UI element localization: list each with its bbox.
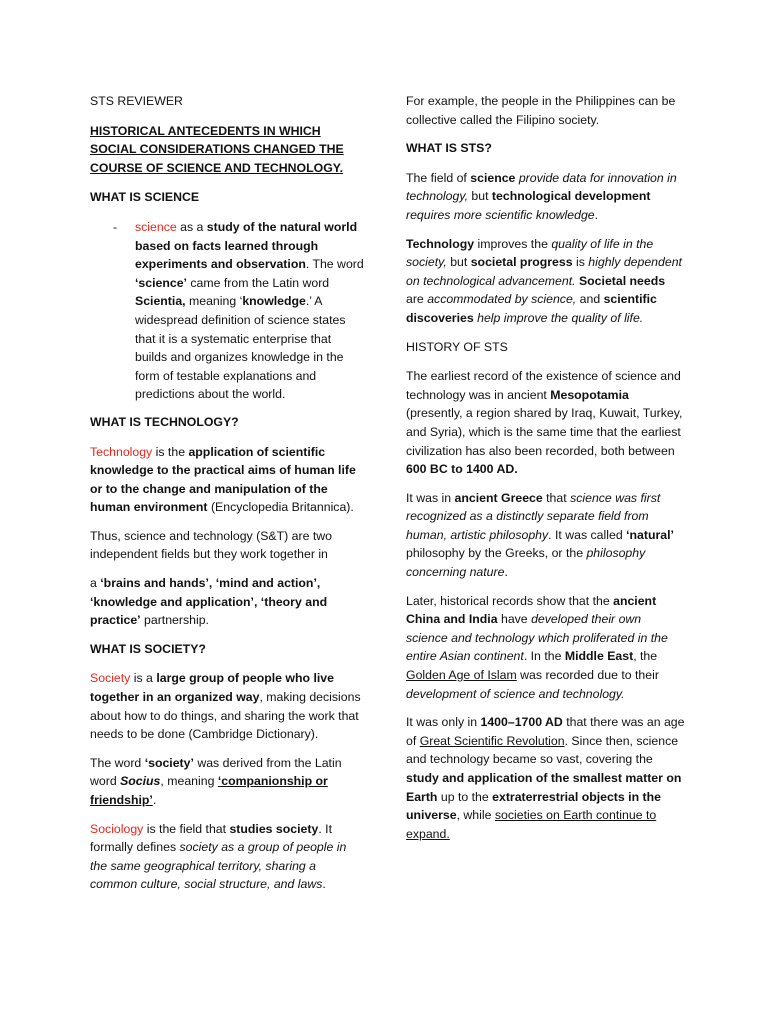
technology-term: Technology bbox=[90, 444, 153, 459]
text-segment: . bbox=[594, 207, 599, 222]
society-word-bold: ‘society’ bbox=[144, 755, 194, 770]
document-title: STS REVIEWER bbox=[90, 94, 183, 108]
accommodated-italic: accommodated by science, bbox=[427, 292, 577, 307]
left-column bbox=[90, 92, 366, 904]
text-segment: . bbox=[152, 793, 157, 807]
text-segment: .’ A widespread definition of science states that it is a systematic enterprise that builds and organizes knowledge in the form of testable explanations and predictions about the world. bbox=[135, 294, 346, 402]
text-segment: as a bbox=[176, 219, 207, 234]
text-segment: improves the bbox=[474, 236, 552, 251]
proliferated-italic: developed their own science and technology which proliferated in the entire Asian continent bbox=[406, 612, 668, 664]
text-segment: . It was called bbox=[548, 527, 627, 542]
text-segment: that bbox=[542, 490, 571, 505]
development-italic: development of science and technology. bbox=[406, 686, 625, 701]
science-bold: science bbox=[470, 170, 516, 185]
partnership-paragraph bbox=[90, 574, 366, 630]
text-segment: and bbox=[576, 292, 604, 307]
text-segment: but bbox=[446, 255, 471, 270]
text-segment: (Encyclopedia Britannica). bbox=[207, 500, 354, 515]
natural-bold: ‘natural’ bbox=[626, 527, 674, 542]
text-segment: a bbox=[90, 576, 101, 591]
what-is-sts-heading: WHAT IS STS? bbox=[406, 141, 492, 156]
societal-needs-bold: Societal needs bbox=[578, 273, 666, 288]
technology-bold: Technology bbox=[406, 236, 475, 251]
society-etymology bbox=[90, 754, 366, 810]
text-segment: meaning ‘ bbox=[185, 294, 243, 309]
smallest-matter-bold: study and application of the smallest matter on Earth bbox=[406, 771, 682, 804]
text-segment: came from the Latin word bbox=[186, 275, 330, 290]
tech-development-bold: technological development bbox=[491, 189, 651, 204]
knowledge-bold: knowledge bbox=[242, 294, 306, 309]
society-term: Society bbox=[90, 671, 131, 686]
science-term: science bbox=[135, 219, 177, 234]
text-segment: , the bbox=[633, 649, 658, 664]
text-segment: is a bbox=[130, 671, 157, 686]
philippines-example: For example, the people in the Philippines can be collective called the Filipino society. bbox=[406, 94, 676, 127]
great-revolution-underline: Great Scientific Revolution bbox=[419, 733, 565, 748]
st-paragraph: Thus, science and technology (S&T) are two independent fields but they work together in bbox=[90, 528, 332, 562]
quality-of-life-italic: quality of life in the society, bbox=[406, 236, 654, 270]
studies-society-bold: studies society bbox=[229, 821, 319, 836]
text-segment: , while bbox=[456, 808, 495, 823]
science-word-bold: ‘science’ bbox=[135, 275, 187, 290]
text-segment: . The word bbox=[305, 257, 364, 272]
text-segment: have bbox=[497, 612, 532, 627]
ancient-greece-bold: ancient Greece bbox=[454, 490, 543, 505]
societal-progress-bold: societal progress bbox=[470, 255, 573, 270]
mesopotamia-paragraph bbox=[406, 367, 686, 479]
text-segment: . bbox=[322, 877, 326, 892]
extraterrestrial-bold: extraterrestrial objects in the universe bbox=[406, 789, 661, 823]
technology-definition-bold: application of scientific knowledge to the practical aims of human life or to the change and manipulation of the human environment bbox=[90, 444, 356, 515]
help-improve-italic: help improve the quality of life. bbox=[477, 310, 644, 325]
text-segment: but bbox=[467, 189, 492, 204]
text-segment: It was in bbox=[406, 490, 455, 505]
text-segment: , making decisions about how to do things, and sharing the work that needs to be done (Cambridge Dictionary). bbox=[90, 690, 361, 742]
text-segment: philosophy by the Greeks, or the bbox=[406, 546, 587, 561]
technology-definition bbox=[90, 443, 366, 517]
text-segment: up to the bbox=[437, 789, 493, 804]
text-segment: was recorded due to their bbox=[516, 668, 659, 683]
list-bullet: - bbox=[113, 219, 118, 234]
scientific-revolution-paragraph bbox=[406, 713, 686, 843]
scientific-discoveries-bold: scientific discoveries bbox=[406, 292, 657, 325]
historical-antecedents-heading: HISTORICAL ANTECEDENTS IN WHICH SOCIAL CONSIDERATIONS CHANGED THE COURSE OF SCIENCE AND TECHNOLOGY. bbox=[90, 123, 344, 175]
china-india-bold: ancient China and India bbox=[406, 593, 657, 627]
provide-data-italic: provide data for innovation in technology, bbox=[406, 170, 677, 204]
sociology-term: Sociology bbox=[90, 821, 144, 836]
text-segment: (presently, a region shared by Iraq, Kuwait, Turkey, and Syria), which is the same time that the earliest civilization has also been recorded, both between bbox=[406, 406, 683, 458]
text-segment: It was only in bbox=[406, 715, 481, 730]
text-segment: was derived from the Latin word bbox=[90, 755, 342, 789]
field-of-science-paragraph bbox=[406, 169, 686, 225]
science-definition-item bbox=[90, 218, 366, 404]
scientia-bold: Scientia, bbox=[135, 294, 186, 309]
what-is-technology-heading: WHAT IS TECHNOLOGY? bbox=[90, 414, 239, 429]
philosophy-nature-italic: philosophy concerning nature bbox=[406, 546, 646, 580]
partnership-pairs-bold: ‘brains and hands’, ‘mind and action’, ‘knowledge and application’, ‘theory and practice’ bbox=[90, 576, 328, 628]
text-segment: The field of bbox=[406, 170, 471, 185]
text-segment: The word bbox=[90, 755, 145, 770]
greece-paragraph bbox=[406, 489, 686, 582]
separate-field-italic: science was first recognized as a distinctly separate field from human, artistic philosophy bbox=[406, 490, 661, 542]
what-is-society-heading: WHAT IS SOCIETY? bbox=[90, 641, 206, 656]
highly-dependent-italic: highly dependent on technological advancement. bbox=[406, 255, 682, 288]
society-definition-bold: large group of people who live together in an organized way bbox=[90, 671, 334, 705]
text-segment: . Since then, science and technology became so vast, covering the bbox=[406, 733, 679, 767]
text-segment: , meaning bbox=[160, 774, 218, 789]
history-of-sts-heading: HISTORY OF STS bbox=[406, 339, 508, 354]
socius-bold-italic: Socius bbox=[120, 774, 161, 789]
middle-east-bold: Middle East bbox=[564, 649, 634, 664]
text-segment: is the field that bbox=[143, 821, 230, 836]
right-column bbox=[406, 92, 686, 853]
text-segment: partnership. bbox=[140, 613, 209, 628]
text-segment: Later, historical records show that the bbox=[406, 593, 614, 608]
societies-expand-underline: societies on Earth continue to expand. bbox=[406, 808, 657, 841]
revolution-dates-bold: 1400–1700 AD bbox=[480, 715, 563, 730]
mesopotamia-bold: Mesopotamia bbox=[550, 387, 629, 402]
science-definition-bold: study of the natural world based on facts learned through experiments and observation bbox=[135, 219, 358, 272]
text-segment: are bbox=[406, 292, 428, 307]
society-definition bbox=[90, 669, 366, 743]
what-is-science-heading: WHAT IS SCIENCE bbox=[90, 190, 200, 205]
golden-age-underline: Golden Age of Islam bbox=[406, 668, 517, 683]
sociology-paragraph bbox=[90, 820, 366, 894]
date-range-bold: 600 BC to 1400 AD. bbox=[406, 462, 518, 477]
requires-knowledge-italic: requires more scientific knowledge bbox=[406, 207, 595, 222]
text-segment: . In the bbox=[523, 649, 565, 664]
text-segment: . It formally defines bbox=[90, 821, 332, 855]
text-segment: is bbox=[572, 255, 589, 270]
text-segment: The earliest record of the existence of science and technology was in ancient bbox=[406, 369, 681, 402]
text-segment: . bbox=[504, 565, 508, 580]
society-group-italic: society as a group of people in the same geographical territory, sharing a common culture, social structure, and laws bbox=[90, 840, 347, 892]
text-segment: is the bbox=[152, 444, 189, 459]
text-segment: that there was an age of bbox=[406, 715, 685, 748]
companionship-bold-underline: ‘companionship or friendship’ bbox=[90, 774, 328, 807]
technology-improves-paragraph bbox=[406, 235, 686, 328]
china-india-paragraph bbox=[406, 592, 686, 704]
